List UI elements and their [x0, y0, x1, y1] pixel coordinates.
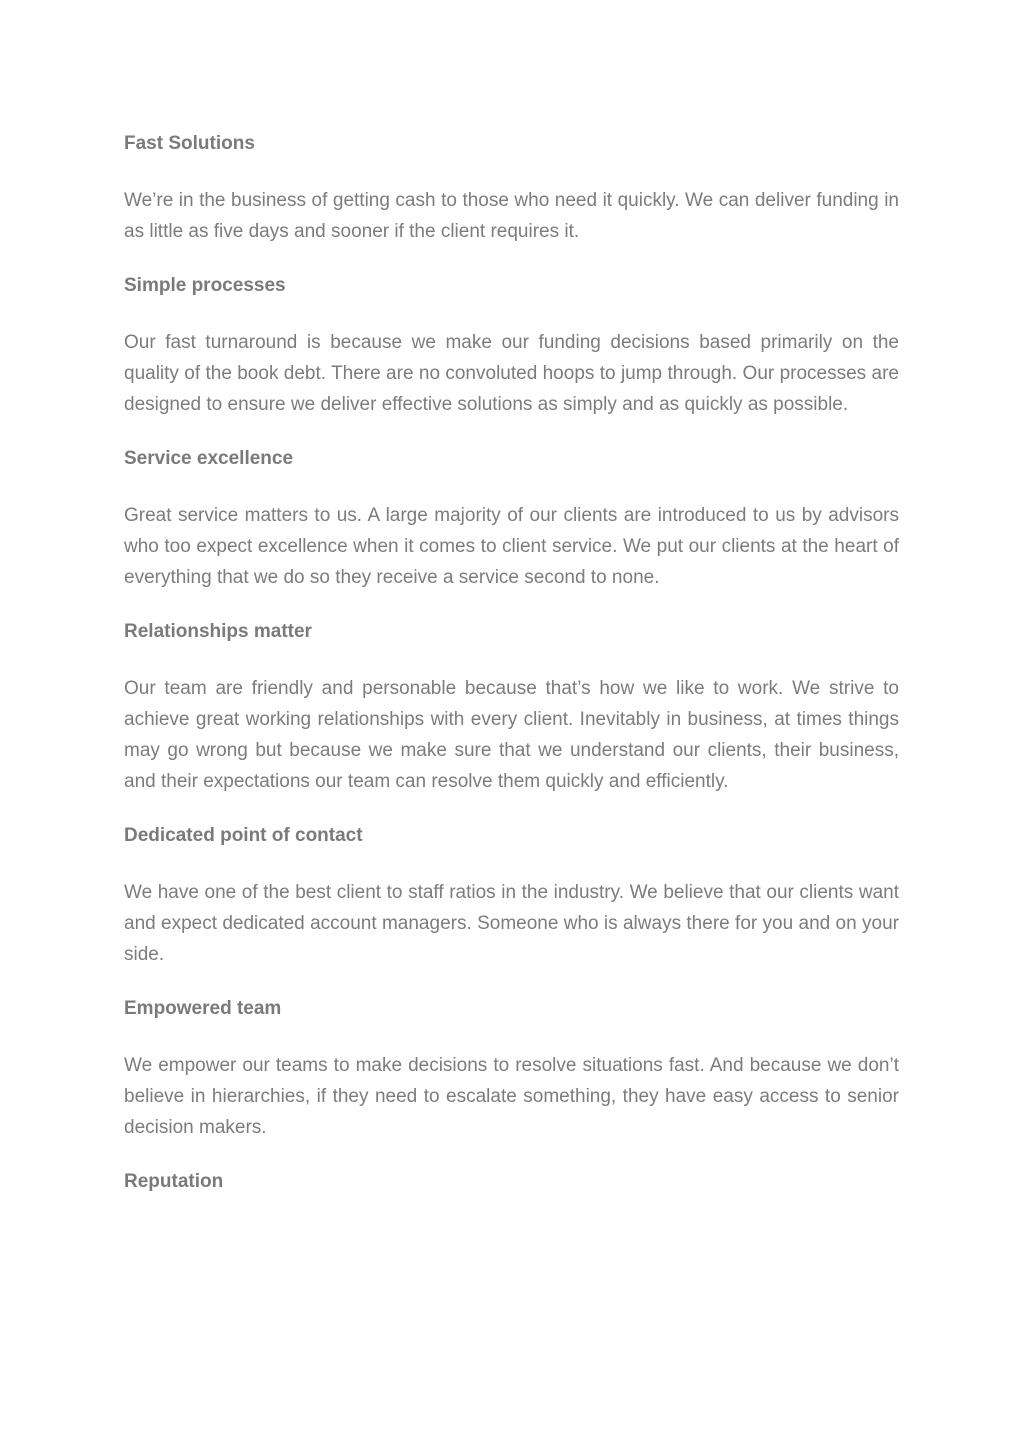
section-empowered-team: [124, 995, 899, 1143]
section-heading: Relationships matter: [124, 621, 312, 642]
section-dedicated-point-of-contact: [124, 822, 899, 970]
section-service-excellence: [124, 445, 899, 593]
section-body: Our team are friendly and personable because that’s how we like to work. We strive to achieve great working relationships with every client. Inevitably in business, at times things may go wrong but because we make sure that we understand our clients, their business, and their expectations our team can resolve them quickly and efficiently.: [124, 678, 899, 792]
document-page: [124, 130, 899, 1196]
section-simple-processes: [124, 272, 899, 420]
section-heading: Reputation: [124, 1171, 224, 1192]
section-heading: Simple processes: [124, 275, 286, 296]
section-body: We’re in the business of getting cash to those who need it quickly. We can deliver funding in as little as five days and sooner if the client requires it.: [124, 190, 899, 242]
section-heading: Service excellence: [124, 448, 294, 469]
section-heading: Empowered team: [124, 998, 282, 1019]
section-relationships-matter: [124, 618, 899, 797]
section-fast-solutions: [124, 130, 899, 247]
section-body: We have one of the best client to staff ratios in the industry. We believe that our clients want and expect dedicated account managers. Someone who is always there for you and on your side.: [124, 882, 899, 965]
section-heading: Dedicated point of contact: [124, 825, 363, 846]
section-heading: Fast Solutions: [124, 133, 255, 154]
section-body: Our fast turnaround is because we make our funding decisions based primarily on the quality of the book debt. There are no convoluted hoops to jump through. Our processes are designed to ensure we deliver effective solutions as simply and as quickly as possible.: [124, 332, 899, 415]
section-reputation: [124, 1168, 899, 1196]
section-body: We empower our teams to make decisions to resolve situations fast. And because we don’t believe in hierarchies, if they need to escalate something, they have easy access to senior decision makers.: [124, 1055, 899, 1138]
section-body: Great service matters to us. A large majority of our clients are introduced to us by advisors who too expect excellence when it comes to client service. We put our clients at the heart of everything that we do so they receive a service second to none.: [124, 505, 899, 588]
